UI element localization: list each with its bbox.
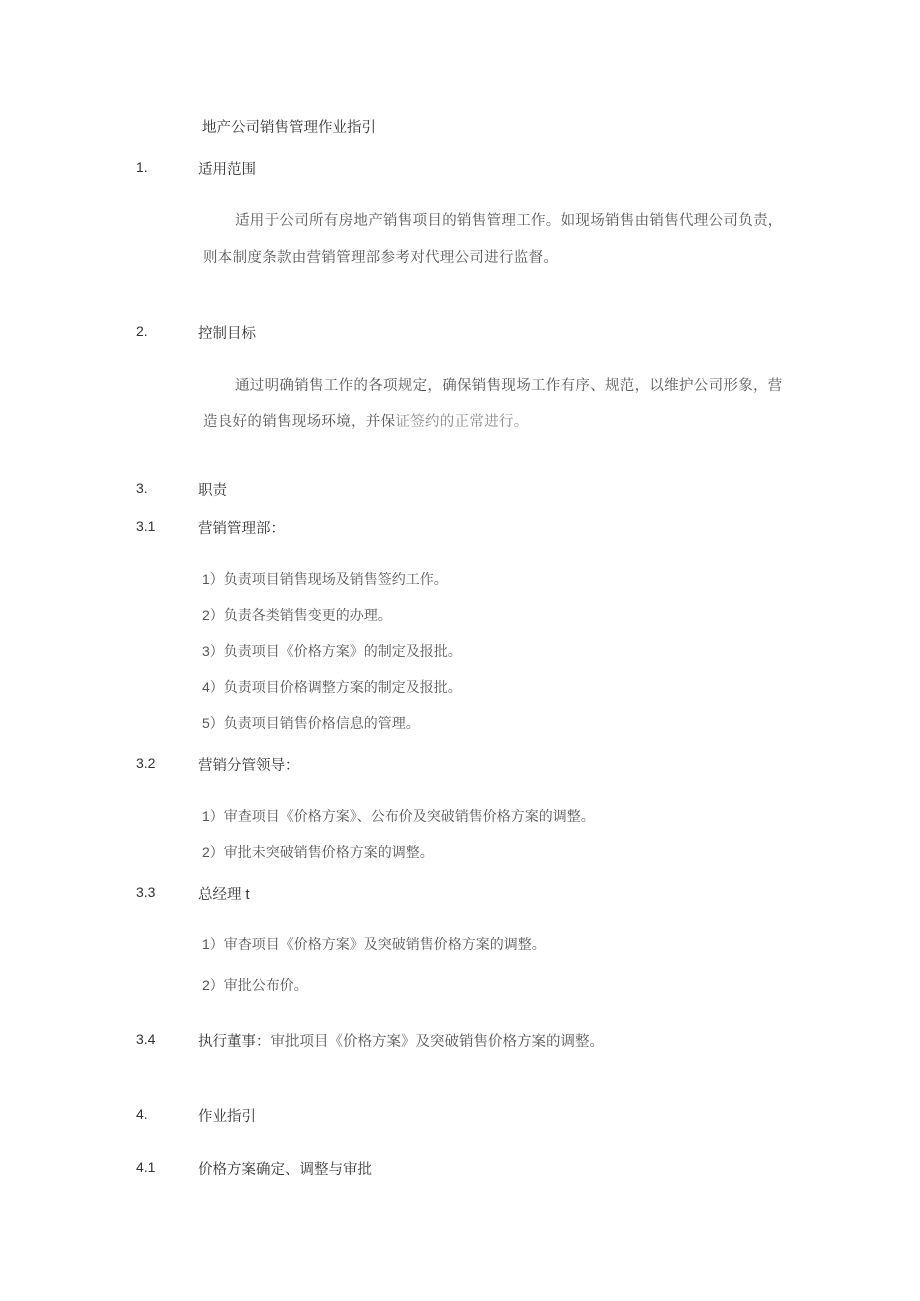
section-3-1-heading: 营销管理部： [198, 521, 285, 537]
section-4-number: 4. [136, 1106, 148, 1122]
section-3-number: 3. [136, 480, 148, 496]
list-item: 3）负责项目《价格方案》的制定及报批。 [202, 643, 462, 660]
section-2-heading: 控制目标 [198, 326, 256, 342]
section-2-paragraph-line-1: 通过明确销售工作的各项规定，确保销售现场工作有序、规范，以维护公司形象，营 [235, 378, 783, 394]
section-3-3-number: 3.3 [136, 884, 156, 900]
section-3-3-heading: 总经理 t [198, 887, 250, 903]
list-item: 1）负责项目销售现场及销售签约工作。 [202, 571, 448, 588]
document-title: 地产公司销售管理作业指引 [202, 120, 376, 136]
list-item: 5）负责项目销售价格信息的管理。 [202, 715, 420, 732]
section-3-2-heading: 营销分管领导： [198, 758, 300, 774]
section-4-1-heading: 价格方案确定、调整与审批 [198, 1162, 372, 1178]
section-3-4-text: 审批项目《价格方案》及突破销售价格方案的调整。 [270, 1034, 604, 1050]
list-item: 1）审杳项目《价格方案》及突破销售价格方案的调整。 [202, 936, 546, 953]
list-item: 1）审查项目《价格方案》、公布价及突破销售价格方案的调整。 [202, 808, 595, 825]
section-3-4-heading: 执行董事： [198, 1034, 271, 1050]
section-2-paragraph-line-2-part-a: 造良好的销售现场环境，并保 [203, 414, 396, 430]
section-2-paragraph-line-2-part-b: 证签约的正常进行。 [395, 414, 529, 430]
list-item: 2）审批未突破销售价格方案的调整。 [202, 844, 434, 861]
section-1-heading: 适用范围 [198, 162, 256, 178]
section-3-heading: 职责 [198, 483, 227, 499]
section-4-heading: 作业指引 [198, 1109, 256, 1125]
section-1-paragraph-line-2: 则本制度条款由营销管理部参考对代理公司进行监督。 [203, 250, 559, 266]
section-2-number: 2. [136, 323, 148, 339]
section-3-1-number: 3.1 [136, 518, 156, 534]
section-3-2-number: 3.2 [136, 755, 156, 771]
section-1-paragraph-line-1: 适用于公司所有房地产销售项目的销售管理工作。如现场销售由销售代理公司负责， [235, 213, 783, 229]
section-1-number: 1. [136, 159, 148, 175]
section-4-1-number: 4.1 [136, 1159, 156, 1175]
list-item: 2）审批公布价。 [202, 977, 308, 994]
section-3-4-line [198, 1030, 604, 1051]
section-3-4-number: 3.4 [136, 1031, 156, 1047]
section-2-paragraph-line-2 [203, 410, 529, 431]
list-item: 2）负责各类销售变更的办理。 [202, 607, 392, 624]
list-item: 4）负责项目价格调整方案的制定及报批。 [202, 679, 462, 696]
